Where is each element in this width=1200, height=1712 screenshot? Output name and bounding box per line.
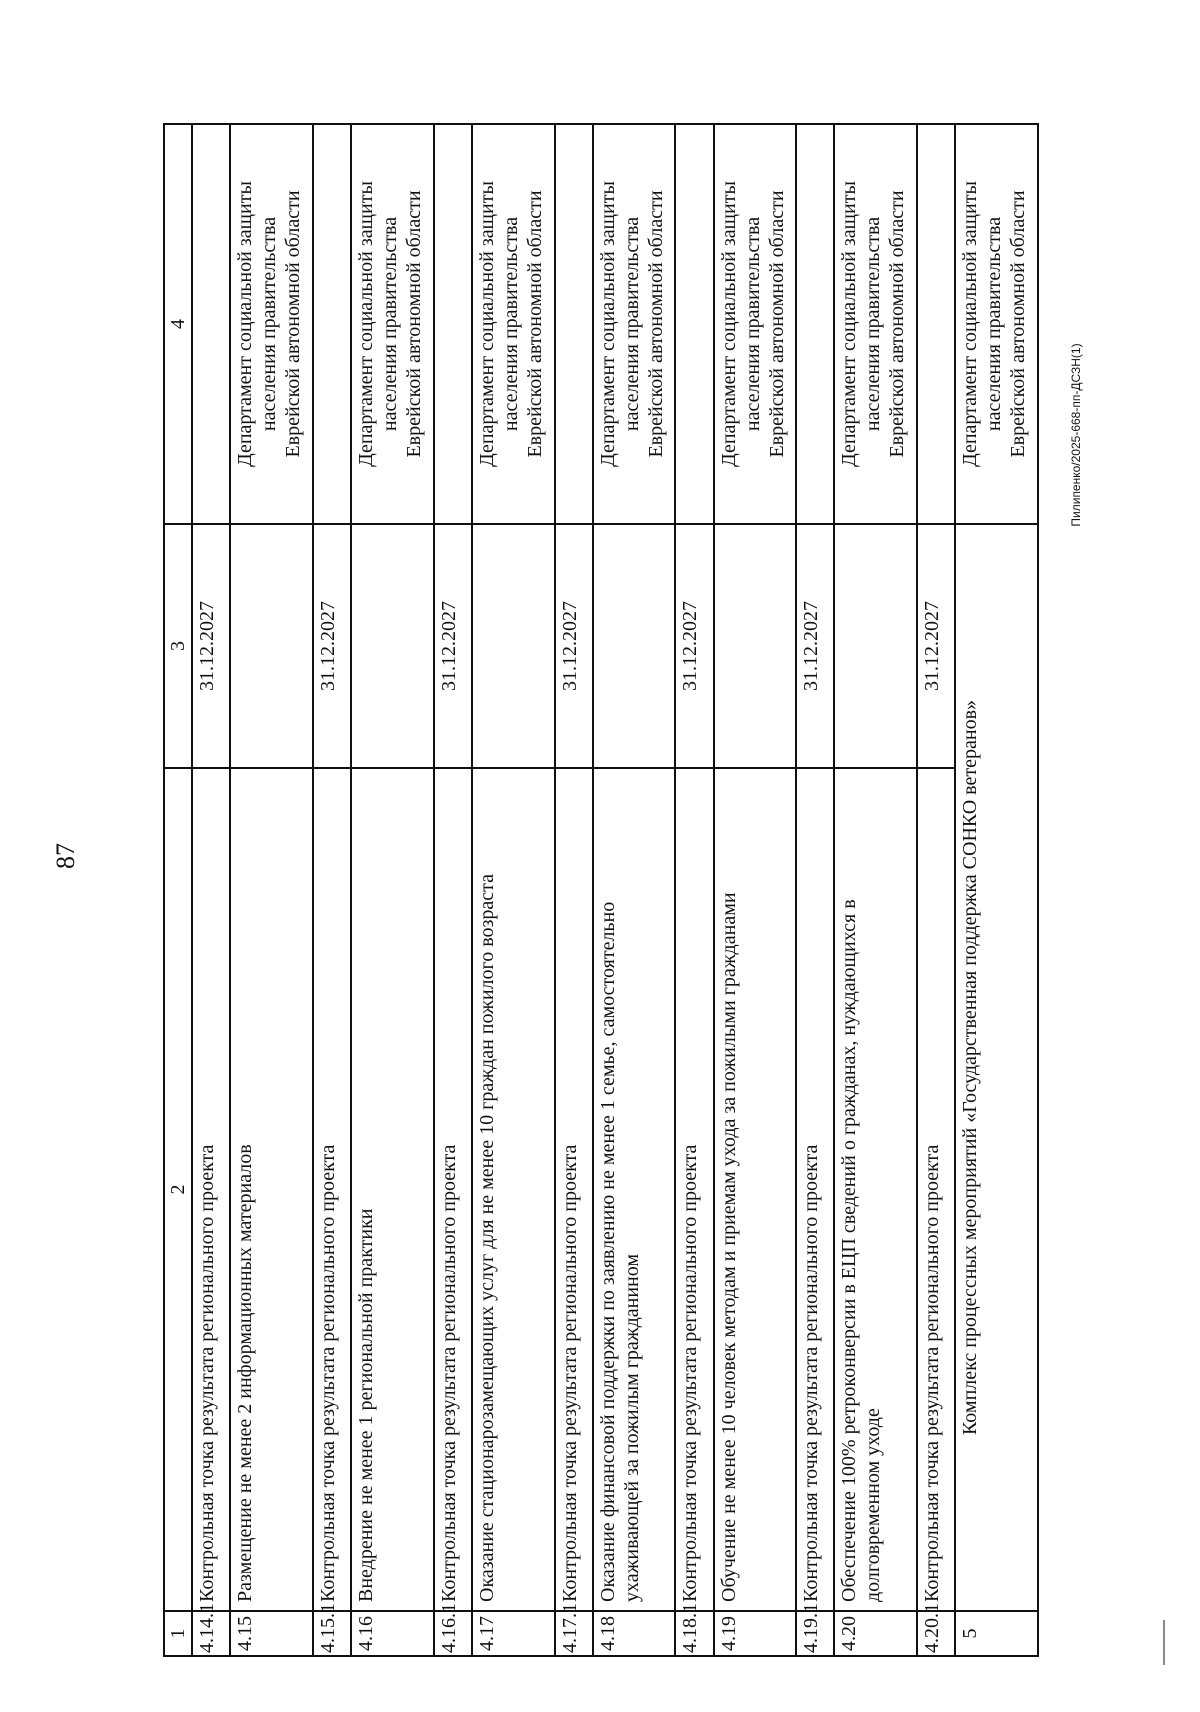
row-responsible (192, 124, 230, 524)
row-date: 31.12.2027 (917, 524, 955, 768)
row-date (230, 524, 313, 768)
table-row (192, 124, 230, 1656)
row-date (834, 524, 917, 768)
row-description: Контрольная точка результата регионального проекта (917, 768, 955, 1611)
table-header-row (164, 124, 192, 1656)
row-description: Обучение не менее 10 человек методам и приемам ухода за пожилыми гражданами (714, 768, 797, 1611)
row-date: 31.12.2027 (675, 524, 713, 768)
row-description: Контрольная точка результата регионального проекта (796, 768, 834, 1611)
row-number: 4.16.1 (434, 1611, 472, 1656)
row-responsible (675, 124, 713, 524)
row-description: Контрольная точка результата регионального проекта (434, 768, 472, 1611)
row-responsible (434, 124, 472, 524)
measures-table (163, 123, 1039, 1657)
row-description: Оказание финансовой поддержки по заявлению не менее 1 семье, самостоятельно ухаживающей за пожилым гражданином (593, 768, 676, 1611)
row-description: Контрольная точка результата регионального проекта (555, 768, 593, 1611)
row-number: 4.16 (351, 1611, 434, 1656)
row-number: 4.17.1 (555, 1611, 593, 1656)
table-row (834, 124, 917, 1656)
row-date (714, 524, 797, 768)
row-date (593, 524, 676, 768)
row-responsible: Департамент социальной защиты населения правительства Еврейской автономной области (955, 124, 1038, 524)
column-header-2: 2 (164, 768, 192, 1611)
row-responsible: Департамент социальной защиты населения правительства Еврейской автономной области (834, 124, 917, 524)
row-number: 4.20.1 (917, 1611, 955, 1656)
column-header-4: 4 (164, 124, 192, 524)
row-description: Внедрение не менее 1 региональной практики (351, 768, 434, 1611)
row-date (351, 524, 434, 768)
row-number: 4.19 (714, 1611, 797, 1656)
row-description: Контрольная точка результата регионального проекта (192, 768, 230, 1611)
row-number: 4.17 (472, 1611, 555, 1656)
row-date: 31.12.2027 (434, 524, 472, 768)
table-row (796, 124, 834, 1656)
column-header-3: 3 (164, 524, 192, 768)
margin-mark (1163, 1620, 1165, 1665)
row-description: Комплекс процессных мероприятий «Государственная поддержка СОНКО ветеранов» (955, 524, 1038, 1611)
column-header-1: 1 (164, 1611, 192, 1656)
row-responsible: Департамент социальной защиты населения правительства Еврейской автономной области (472, 124, 555, 524)
row-description: Контрольная точка результата регионального проекта (675, 768, 713, 1611)
row-number: 5 (955, 1611, 1038, 1656)
table-row (351, 124, 434, 1656)
row-responsible (796, 124, 834, 524)
row-date (472, 524, 555, 768)
row-description: Оказание стационарозамещающих услуг для не менее 10 граждан пожилого возраста (472, 768, 555, 1611)
row-number: 4.20 (834, 1611, 917, 1656)
table-row (675, 124, 713, 1656)
row-description: Контрольная точка результата регионального проекта (313, 768, 351, 1611)
row-responsible (313, 124, 351, 524)
rotated-table-container (163, 125, 1039, 1657)
page-number: 87 (51, 843, 80, 869)
row-date: 31.12.2027 (796, 524, 834, 768)
table-row (434, 124, 472, 1656)
table-row (714, 124, 797, 1656)
row-responsible (555, 124, 593, 524)
row-date: 31.12.2027 (192, 524, 230, 768)
row-number: 4.18.1 (675, 1611, 713, 1656)
row-number: 4.14.1 (192, 1611, 230, 1656)
row-date: 31.12.2027 (555, 524, 593, 768)
row-responsible: Департамент социальной защиты населения правительства Еврейской автономной области (351, 124, 434, 524)
row-description: Обеспечение 100% ретроконверсии в ЕЦП сведений о гражданах, нуждающихся в долговременном уходе (834, 768, 917, 1611)
row-description: Размещение не менее 2 информационных материалов (230, 768, 313, 1611)
row-number: 4.19.1 (796, 1611, 834, 1656)
table-row (955, 124, 1038, 1656)
row-responsible (917, 124, 955, 524)
document-code: Пилипенко/2025-668-пп-ДСЗН(1) (1069, 343, 1083, 527)
row-number: 4.15.1 (313, 1611, 351, 1656)
row-number: 4.18 (593, 1611, 676, 1656)
row-date: 31.12.2027 (313, 524, 351, 768)
table-row (313, 124, 351, 1656)
table-row (230, 124, 313, 1656)
table-row (555, 124, 593, 1656)
table-row (472, 124, 555, 1656)
row-responsible: Департамент социальной защиты населения правительства Еврейской автономной области (230, 124, 313, 524)
table-row (593, 124, 676, 1656)
row-number: 4.15 (230, 1611, 313, 1656)
row-responsible: Департамент социальной защиты населения правительства Еврейской автономной области (593, 124, 676, 524)
row-responsible: Департамент социальной защиты населения правительства Еврейской автономной области (714, 124, 797, 524)
table-row (917, 124, 955, 1656)
